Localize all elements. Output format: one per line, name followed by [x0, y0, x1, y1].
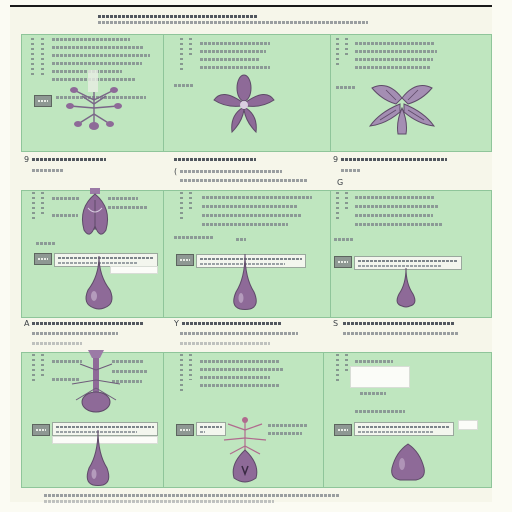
text-line [52, 54, 150, 57]
anatomy-figure-drop [230, 254, 260, 310]
value-box [458, 420, 478, 430]
scale-ticks [345, 192, 348, 212]
text-line [36, 242, 56, 245]
text-line [200, 376, 270, 379]
caption-title [32, 322, 144, 325]
scale-ticks [180, 354, 183, 394]
scale-ticks [41, 192, 44, 214]
text-line [174, 236, 214, 239]
specimen-label [34, 95, 52, 107]
header-subtext [98, 21, 368, 24]
specimen-label [176, 424, 194, 436]
scale-ticks [345, 38, 348, 58]
caption-marker: 9 [24, 155, 30, 164]
panel-divider [330, 34, 331, 152]
text-line [200, 360, 280, 363]
specimen-label [32, 424, 50, 436]
scale-ticks [336, 38, 339, 68]
anatomy-figure-winged-cluster [366, 78, 438, 136]
caption-title [341, 158, 447, 161]
caption-text [32, 332, 118, 335]
text-line [355, 360, 393, 363]
text-line [236, 238, 246, 241]
text-line [52, 214, 78, 217]
anatomy-figure-mound [388, 442, 428, 482]
scale-ticks [180, 38, 183, 70]
caption-text [32, 169, 64, 172]
text-line [202, 223, 288, 226]
anatomy-figure-hanging-bud [76, 186, 114, 242]
anatomy-figure-flower-cluster [60, 70, 130, 132]
text-line [334, 238, 354, 241]
caption-marker: Y [174, 319, 179, 328]
caption-marker: G [337, 178, 344, 187]
panel-divider [163, 190, 164, 318]
text-line [52, 38, 130, 41]
text-line [200, 368, 284, 371]
caption-text [343, 332, 459, 335]
text-line [355, 66, 431, 69]
scale-ticks [189, 354, 192, 380]
caption-title [32, 158, 106, 161]
text-line [200, 58, 260, 61]
scale-ticks [336, 354, 339, 384]
text-line [52, 46, 144, 49]
scale-ticks [345, 354, 348, 374]
text-line [202, 214, 302, 217]
caption-marker: 9 [333, 155, 339, 164]
caption-text [180, 332, 298, 335]
panel-divider [163, 352, 164, 488]
value-box [350, 366, 410, 388]
scale-ticks [336, 192, 339, 222]
text-line [202, 205, 298, 208]
anatomy-figure-drop [82, 254, 116, 310]
text-line [355, 410, 405, 413]
anatomy-figure-branched-bud [220, 416, 270, 486]
caption-text [180, 179, 308, 182]
text-line [200, 50, 266, 53]
caption-title [174, 158, 256, 161]
anatomy-figure-stem-bud [66, 350, 126, 414]
caption-text [32, 342, 82, 345]
scale-ticks [180, 192, 183, 222]
scale-ticks [32, 354, 35, 384]
specimen-label [334, 256, 352, 268]
scale-ticks [189, 192, 192, 212]
footer-text [44, 500, 274, 503]
text-line [200, 42, 270, 45]
text-line [355, 196, 435, 199]
text-line [336, 86, 356, 89]
text-line [108, 206, 148, 209]
caption-text [180, 342, 270, 345]
caption-text [180, 170, 282, 173]
scale-ticks [32, 192, 35, 220]
caption-title [343, 322, 455, 325]
text-line [52, 62, 142, 65]
scale-ticks [189, 38, 192, 58]
anatomy-figure-drop [84, 430, 112, 486]
text-line [355, 50, 437, 53]
text-line [355, 214, 433, 217]
specimen-label [176, 254, 194, 266]
text-line [200, 66, 270, 69]
text-line [200, 384, 280, 387]
panel-divider [330, 190, 331, 318]
text-line [202, 196, 312, 199]
footer-text [44, 494, 340, 497]
text-line [360, 392, 386, 395]
anatomy-figure-small-drop [394, 268, 418, 308]
specimen-label [34, 253, 52, 265]
caption-title [182, 322, 282, 325]
scale-ticks [31, 38, 34, 78]
text-line [355, 58, 433, 61]
panel-divider [163, 34, 164, 152]
caption-text [341, 169, 361, 172]
text-line [355, 223, 443, 226]
header-text [98, 15, 258, 18]
anatomy-figure-petal-bloom [212, 72, 276, 136]
measurement-strip [354, 422, 454, 436]
text-line [174, 84, 194, 87]
scale-ticks [41, 38, 44, 78]
value-box [110, 266, 158, 274]
caption-marker: S [333, 319, 339, 328]
text-line [355, 42, 435, 45]
text-line [355, 205, 439, 208]
caption-marker: A [24, 319, 30, 328]
specimen-label [334, 424, 352, 436]
panel-divider [323, 352, 324, 488]
text-line [268, 424, 308, 427]
text-line [268, 432, 302, 435]
caption-marker: ( [174, 167, 178, 176]
scale-ticks [41, 354, 44, 376]
